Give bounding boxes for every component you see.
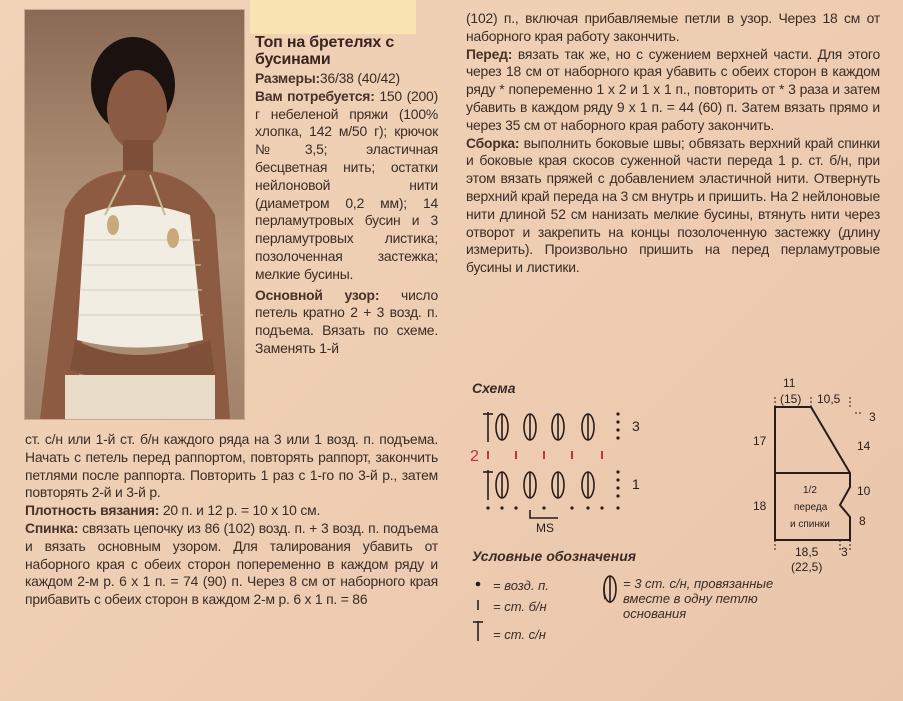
- row3-clusters: [483, 412, 594, 442]
- legend-title: Условные обозначения: [472, 548, 637, 564]
- sizes-value: 36/38 (40/42): [319, 70, 400, 86]
- dim-10: 10: [857, 484, 871, 498]
- back-continuation: (102) п., включая прибавляемые петли в узор. Через 18 см от наборного края работу закончить.: [466, 10, 880, 44]
- dim-bottom-width-alt: (22,5): [791, 560, 823, 574]
- front-label: Перед:: [466, 45, 513, 62]
- back-text: связать цепочку из 86 (102) возд. п. + 3 возд. п. подъема и вязать основным узором. Для талирования убавить от наборного края с обеих сторон попеременно в каждом ряду и каждом 2-м р. 6 х 1 п. = 74 (90) п. Через 8 см от наборного края прибавить с обеих сторон в каждом 2-м р. 6 х 1 п. = 86: [25, 519, 438, 608]
- row1-clusters: [483, 470, 594, 500]
- dim-top-width: 11: [783, 376, 796, 390]
- row-label-2: 2: [470, 448, 479, 465]
- dim-8: 8: [859, 514, 866, 528]
- row-label-3: 3: [632, 418, 640, 434]
- sizes-label: Размеры:: [255, 70, 320, 86]
- highlight-tag: [250, 0, 416, 34]
- dim-14: 14: [857, 439, 871, 453]
- left-full-column: [25, 431, 438, 609]
- model-illustration: [25, 10, 244, 419]
- dim-18: 18: [753, 499, 767, 513]
- assembly-text: выполнить боковые швы; обвязать верхний край спинки и боковые края скосов суженной части переда 1 р. ст. б/н, при этом вязать пряжей с добавлением эластичной нити. Отвернуть верхний край переда на 3 см внутрь и пришить. На 2 нейлоновые нити длиной 52 см нанизать мелкие бусины, втянуть нити через отворот и закрепить на концы позолоченную застежку (длину измерить). Произвольно пришить на перед перламутровые бусины и листики.: [466, 134, 880, 276]
- ms-label: MS: [536, 521, 554, 535]
- dim-bottom-right: 3: [841, 545, 848, 559]
- dim-right-3: 3: [869, 410, 876, 424]
- right-column: [466, 10, 880, 277]
- dim-17: 17: [753, 434, 767, 448]
- dim-bottom-width: 18,5: [795, 545, 819, 559]
- materials-text: 150 (200) г небеленой пряжи (100% хлопка, 142 м/50 г); крючок №3,5; эластичная бесцветная нить; остатки нейлоновой нити (диаметром 0,2 мм); 14 перламутровых бусин и 3 перламутровых листика; позолоченная застежка; мелкие бусины.: [255, 87, 438, 282]
- dim-top-width-alt: (15): [780, 392, 802, 406]
- row-label-1: 1: [632, 476, 640, 492]
- model-photo: [25, 10, 244, 419]
- legend-chain: = возд. п.: [493, 578, 549, 593]
- center-label-3: и спинки: [790, 519, 830, 530]
- left-column: [255, 34, 438, 358]
- legend-sc: = ст. б/н: [493, 599, 547, 614]
- density-text: 20 п. и 12 р. = 10 х 10 см.: [162, 502, 321, 519]
- row2-marks: [488, 451, 602, 459]
- legend-dc: = ст. с/н: [493, 627, 546, 642]
- pattern-continuation: ст. с/н или 1-й ст. б/н каждого ряда на 3 или 1 возд. п. подъема. Начать с петель перед раппортом, повторять раппорт, закончить петлями после раппорта. Повторить 1 раз с 1-го по 3-й р., затем повторять 2-й и 3-й р.: [25, 431, 438, 501]
- pattern-label: Основной узор:: [255, 286, 380, 303]
- materials-label: Вам потребуется:: [255, 87, 375, 104]
- density-label: Плотность вязания:: [25, 502, 160, 519]
- pattern-diagram: [745, 375, 895, 575]
- ms-bracket: [530, 510, 558, 518]
- back-label: Спинка:: [25, 519, 79, 536]
- chain-symbol-icon: [476, 582, 481, 587]
- cluster-icon: [600, 573, 620, 605]
- legend-cluster: = 3 ст. с/н, провязанные вместе в одну петлю основания: [623, 576, 774, 621]
- dim-top-right: 10,5: [817, 392, 841, 406]
- center-label-2: переда: [794, 502, 828, 513]
- center-label-1: 1/2: [803, 485, 817, 496]
- stitch-chart: [470, 400, 650, 540]
- front-text: вязать так же, но с сужением верхней части. Для этого через 18 см от наборного края убавить с обеих сторон в каждом ряду * попеременно 1 х 2 и 1 х 1 п., повторить от * 3 раза и затем убавить в каждом ряду 9 х 1 п. = 44 (60) п. Затем вязать прямо и через 35 см от наборного края работу закончить.: [466, 45, 880, 133]
- schema-title: Схема: [472, 380, 516, 396]
- dc-symbol-icon: [473, 621, 483, 641]
- pattern-text: число петель кратно 2 + 3 возд. п. подъема. Вязать по схеме. Заменять 1-й: [255, 286, 438, 356]
- article-title: Топ на бретелях с бусинами: [255, 34, 395, 68]
- assembly-label: Сборка:: [466, 134, 520, 151]
